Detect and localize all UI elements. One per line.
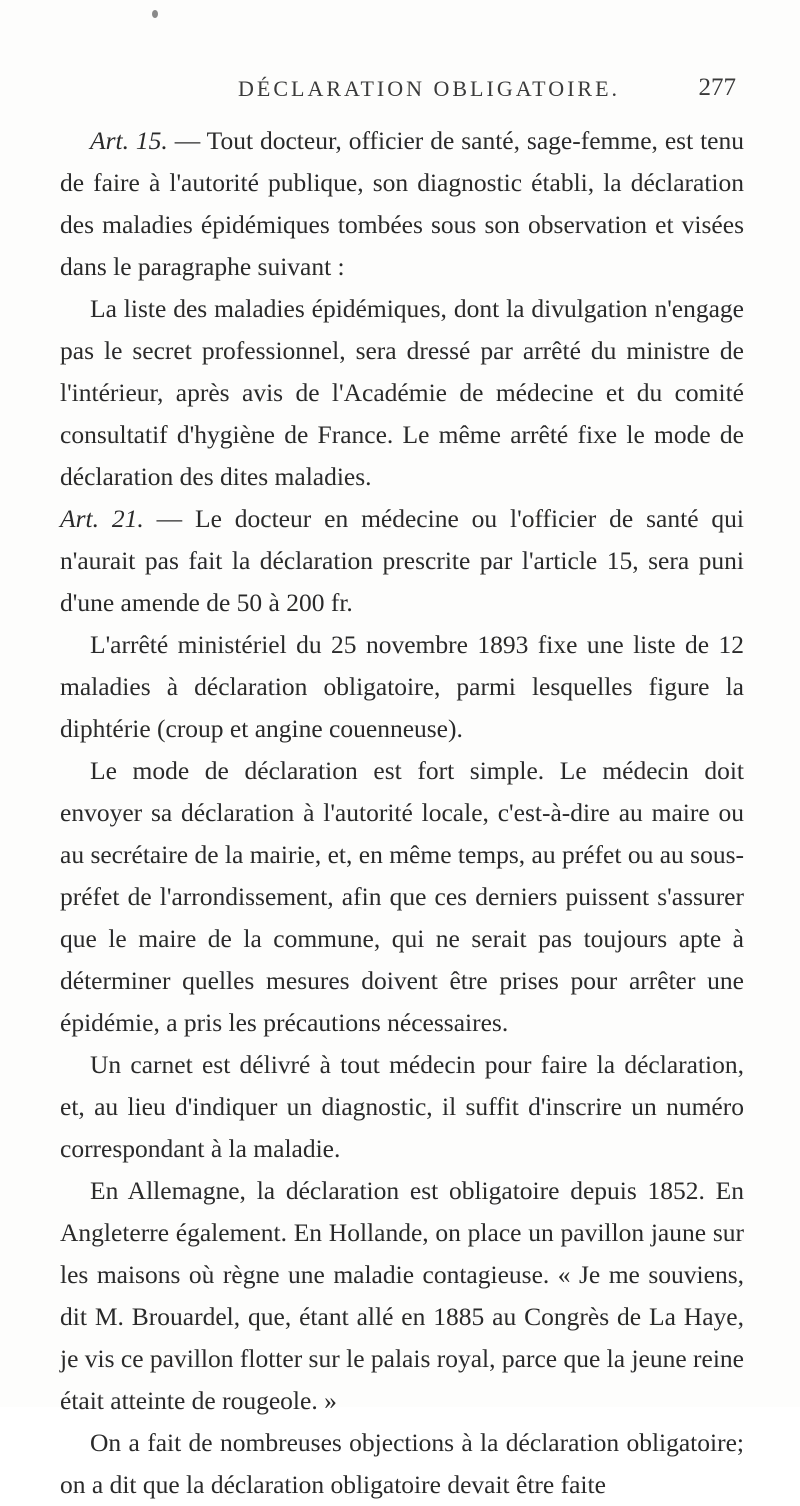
paragraph-article-21 [60,498,744,624]
paragraph-carnet: Un carnet est délivré à tout médecin pour faire la déclaration, et, au lieu d'indiquer un diagnostic, il suffit d'inscrire un numéro correspondant à la maladie. [60,1050,744,1163]
paragraph-text: — Tout docteur, officier de santé, sage-femme, est tenu de faire à l'autorité publique, son diagnostic établi, la déclaration des maladies épidémiques tombées sous son observation et visées dans le paragraphe suivant : [60,126,744,281]
article-label: Art. 15. [90,126,168,155]
article-label: Art. 21. [60,504,144,533]
paragraph-liste: La liste des maladies épidémiques, dont la divulgation n'engage pas le secret professionnel, sera dressé par arrêté du ministre de l'intérieur, après avis de l'Académie de médecine et du comité consultatif d'hygiène de France. Le même arrêté fixe le mode de déclaration des dites maladies. [60,294,744,491]
paragraph-arrete: L'arrêté ministériel du 25 novembre 1893 fixe une liste de 12 maladies à déclaration obligatoire, parmi lesquelles figure la diphtérie (croup et angine couenneuse). [60,630,744,743]
page-number: 277 [698,74,736,101]
paragraph-objections: On a fait de nombreuses objections à la déclaration obligatoire; on a dit que la déclaration obligatoire devait être faite [60,1428,744,1499]
paragraph-article-15 [60,120,744,288]
paragraph-allemagne: En Allemagne, la déclaration est obligatoire depuis 1852. En Angleterre également. En Hollande, on place un pavillon jaune sur les maisons où règne une maladie contagieuse. « Je me souviens, dit M. Brouardel, que, étant allé en 1885 au Congrès de La Haye, je vis ce pavillon flotter sur le palais royal, parce que la jeune reine était atteinte de rougeole. » [60,1176,744,1415]
paragraph-mode: Le mode de déclaration est fort simple. Le médecin doit envoyer sa déclaration à l'autorité locale, c'est-à-dire au maire ou au secrétaire de la mairie, et, en même temps, au préfet ou au sous-préfet de l'arrondissement, afin que ces derniers puissent s'assurer que le maire de la commune, qui ne serait pas toujours apte à déterminer quelles mesures doivent être prises pour arrêter une épidémie, a pris les précautions nécessaires. [60,756,744,1037]
running-title: DÉCLARATION OBLIGATOIRE. [238,76,621,101]
paragraph-text: — Le docteur en médecine ou l'officier de santé qui n'aurait pas fait la déclaration prescrite par l'article 15, sera puni d'une amende de 50 à 200 fr. [60,504,744,617]
body-text [60,120,744,1506]
ink-speck [152,10,158,18]
running-header [0,70,800,110]
